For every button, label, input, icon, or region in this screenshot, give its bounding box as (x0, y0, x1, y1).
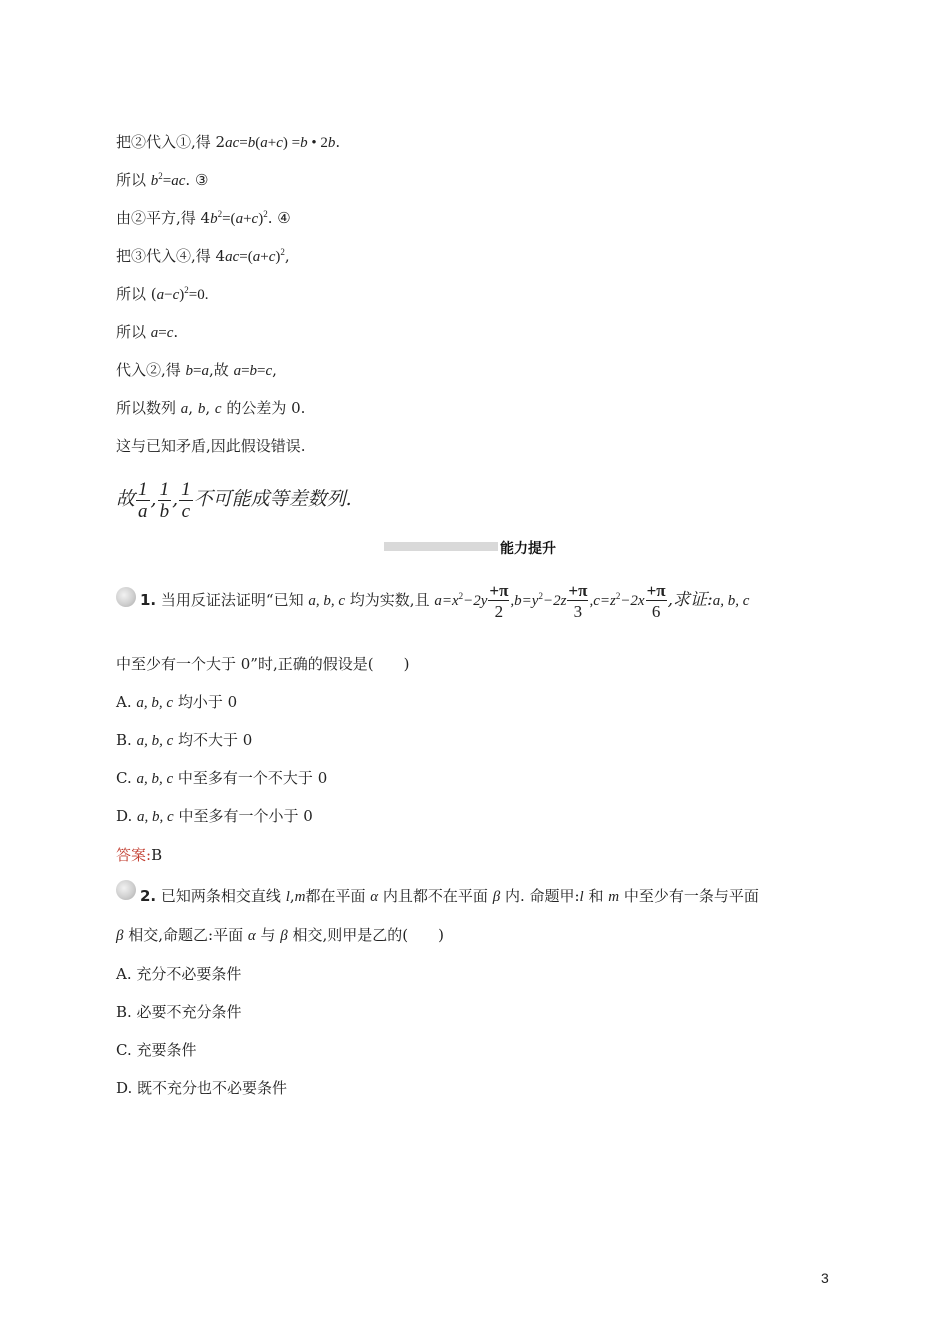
q2-line-1 (140, 886, 759, 907)
option-text: 中至多有一个不大于 0 (173, 769, 328, 787)
math: ac (171, 173, 186, 189)
text: 内. 命题甲: (500, 887, 580, 905)
question-number: 1. (140, 591, 157, 609)
option-letter: D. (116, 807, 138, 825)
answer-value: B (151, 846, 163, 864)
text: 由②平方,得 4 (116, 209, 211, 227)
question-bullet-icon (116, 880, 136, 900)
math: α (370, 889, 379, 905)
superscript: 2 (217, 209, 223, 219)
conclusion-line (116, 477, 352, 521)
math: b (327, 135, 336, 151)
denominator: 6 (651, 602, 661, 621)
math: a=x (434, 593, 459, 609)
option-letter: B. (116, 731, 137, 749)
fraction-1-over-c (179, 480, 193, 521)
q2-option-b: B. 必要不充分条件 (116, 1003, 242, 1021)
q2-option-a: A. 充分不必要条件 (116, 965, 242, 983)
q1-answer (116, 845, 162, 865)
text: 已知两条相交直线 (156, 887, 286, 905)
q1-line-1 (140, 578, 749, 623)
math: −2y (463, 593, 488, 609)
fraction-pi-over-2 (488, 582, 509, 620)
page-number: 3 (821, 1270, 829, 1286)
superscript: 2 (263, 209, 268, 219)
math: ) (179, 287, 185, 303)
math: m (608, 889, 620, 905)
text: 当用反证法证明“已知 (156, 591, 309, 609)
text: . ③ (185, 171, 209, 189)
math: • 2 (307, 135, 328, 151)
text: , (172, 488, 179, 510)
proof-line-4 (116, 246, 290, 267)
section-bar (384, 542, 498, 551)
text: 所以数列 (116, 399, 181, 417)
math: b (249, 363, 258, 379)
q1-option-a (116, 692, 237, 713)
math: a, b, c (137, 809, 174, 825)
math: a, b, c (712, 593, 750, 609)
question-number: 2. (140, 887, 157, 905)
q1-option-b (116, 730, 252, 751)
text: 所以 ( (116, 285, 157, 303)
denominator: c (181, 500, 191, 522)
text: 相交,命题乙:平面 (123, 926, 248, 944)
proof-line-8 (116, 398, 305, 419)
numerator: 1 (138, 478, 148, 500)
denominator: 3 (573, 602, 583, 621)
math: α (247, 928, 256, 944)
math: ,b=y (510, 593, 539, 609)
math: a (180, 401, 189, 417)
superscript: 2 (615, 591, 621, 601)
text: 所以 (116, 323, 151, 341)
math: ) (275, 249, 281, 265)
fraction-pi-over-6 (646, 582, 667, 620)
math: c (166, 325, 174, 341)
math: b (210, 211, 218, 227)
proof-line-7 (116, 360, 277, 381)
math: a, b, c (308, 593, 346, 609)
text: , (284, 247, 290, 265)
math: ( (255, 135, 261, 151)
math: b (197, 401, 206, 417)
text: , (272, 361, 277, 379)
math: b (300, 135, 308, 151)
math: β (280, 928, 288, 944)
math: a (235, 211, 244, 227)
text: , (289, 887, 295, 905)
math: ac (225, 135, 240, 151)
math: β (492, 889, 501, 905)
proof-line-9 (116, 436, 306, 456)
denominator: 2 (494, 602, 504, 621)
superscript: 2 (184, 285, 189, 295)
math: = (162, 173, 172, 189)
text: 都在平面 (305, 887, 371, 905)
superscript: 2 (158, 171, 163, 181)
math: β (116, 928, 124, 944)
math: =( (222, 211, 236, 227)
q2-line-2 (116, 925, 444, 946)
math: a (252, 249, 261, 265)
math: a (233, 363, 242, 379)
math: c (265, 363, 273, 379)
option-letter: A. (116, 693, 137, 711)
text: 把③代入④,得 4 (116, 247, 226, 265)
text: 均为实数,且 (345, 591, 435, 609)
text: . (173, 323, 179, 341)
numerator: +π (568, 581, 588, 600)
superscript: 2 (458, 591, 464, 601)
text: , (150, 488, 157, 510)
option-text: 均小于 0 (173, 693, 238, 711)
q2-option-c: C. 充要条件 (116, 1041, 197, 1059)
fraction-1-over-b (158, 480, 172, 521)
math: + (267, 135, 277, 151)
math: = (241, 363, 250, 379)
text: 与 (255, 926, 281, 944)
text: ,求证: (667, 590, 713, 610)
numerator: +π (489, 581, 509, 600)
proof-line-1 (116, 132, 340, 153)
q1-option-c (116, 768, 327, 789)
section-title: 能力提升 (500, 541, 556, 557)
math: ) (258, 211, 264, 227)
math: b (150, 173, 159, 189)
math: b (185, 363, 194, 379)
math: m (294, 889, 306, 905)
text: 代入②,得 (116, 361, 186, 379)
proof-line-5 (116, 284, 208, 305)
text: 这与已知矛盾,因此假设错误. (116, 437, 306, 455)
math: a (260, 135, 268, 151)
math: =( (239, 249, 253, 265)
math: l (285, 889, 290, 905)
math: −2x (620, 593, 645, 609)
math: c (172, 287, 180, 303)
math: c (251, 211, 259, 227)
math: c (276, 135, 283, 151)
math: = (257, 363, 266, 379)
math: = (193, 363, 202, 379)
fraction-1-over-a (136, 480, 150, 521)
denominator: b (159, 500, 170, 522)
math: a, b, c (136, 695, 174, 711)
numerator: 1 (181, 478, 191, 500)
denominator: a (138, 500, 148, 522)
numerator: 1 (159, 478, 170, 500)
math: a, b, c (136, 771, 174, 787)
math: ,c=z (589, 593, 616, 609)
math: ) = (282, 135, 301, 151)
question-bullet-icon (116, 587, 136, 607)
option-text: 中至多有一个小于 0 (173, 807, 313, 825)
math: =0. (188, 287, 209, 303)
proof-line-2 (116, 170, 208, 191)
text: ,故 (209, 361, 234, 379)
text: 所以 (116, 171, 151, 189)
math: − (164, 287, 173, 303)
option-letter: C. (116, 769, 137, 787)
text: 内且都不在平面 (378, 887, 493, 905)
text: , (188, 399, 198, 417)
text: , (205, 399, 215, 417)
fraction-pi-over-3 (567, 582, 588, 620)
q2-option-d: D. 既不充分也不必要条件 (116, 1079, 288, 1097)
text: 把②代入①,得 2 (116, 133, 226, 151)
numerator: +π (646, 581, 666, 600)
text: 中至少有一条与平面 (619, 887, 759, 905)
math: l (579, 889, 584, 905)
proof-line-6 (116, 322, 178, 343)
text: 的公差为 0. (221, 399, 306, 417)
math: a, b, c (136, 733, 174, 749)
math: c (268, 249, 276, 265)
superscript: 2 (538, 591, 543, 601)
math: c (214, 401, 222, 417)
text: . ④ (267, 209, 291, 227)
text: 和 (583, 887, 609, 905)
superscript: 2 (280, 247, 285, 257)
math: ac (225, 249, 240, 265)
math: + (260, 249, 269, 265)
math: −2z (542, 593, 567, 609)
math: = (239, 135, 248, 151)
math: = (158, 325, 167, 341)
math: a (156, 287, 165, 303)
option-text: 均不大于 0 (173, 731, 253, 749)
q1-option-d (116, 806, 313, 827)
q1-line-2: 中至少有一个大于 0”时,正确的假设是( ) (116, 655, 410, 673)
math: b (247, 135, 256, 151)
text: 故 (116, 488, 136, 510)
proof-line-3 (116, 208, 291, 229)
math: + (243, 211, 252, 227)
answer-label: 答案: (116, 846, 152, 864)
math: a (150, 325, 159, 341)
text: 相交,则甲是乙的( ) (287, 926, 444, 944)
math: a (201, 363, 210, 379)
text: 不可能成等差数列. (193, 488, 352, 510)
text: . (335, 133, 341, 151)
